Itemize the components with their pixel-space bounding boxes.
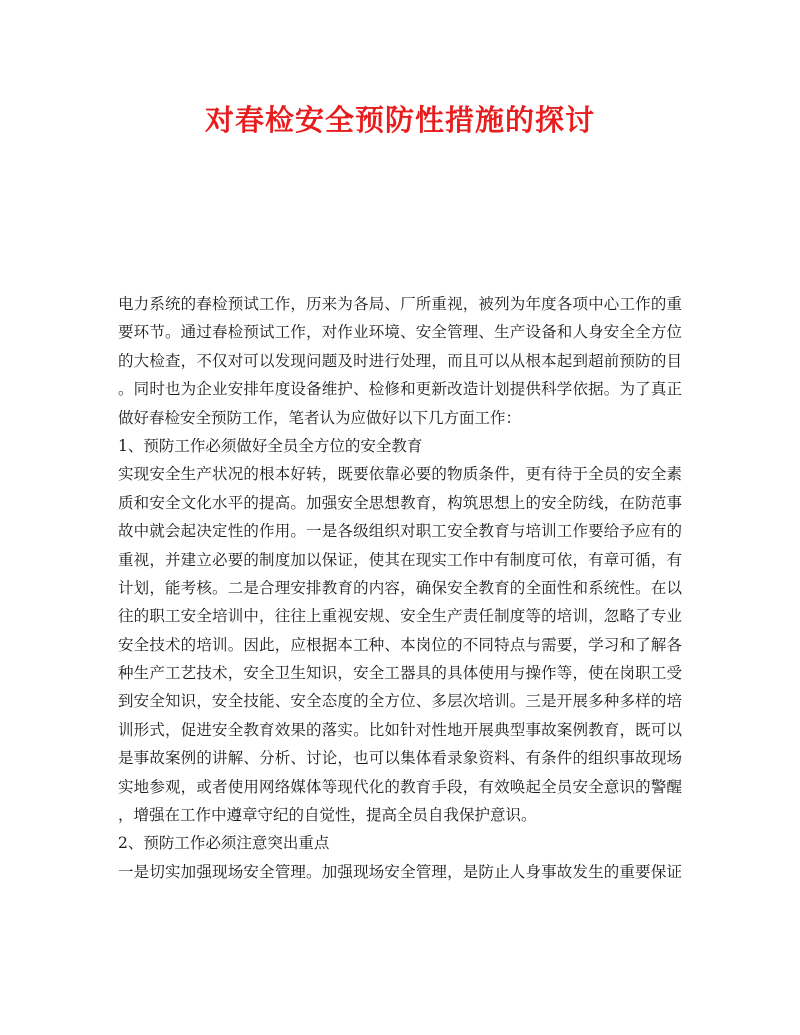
text-line: 做好春检安全预防工作，笔者认为应做好以下几方面工作： [118,408,522,427]
text-line: 种生产工艺技术，安全卫生知识，安全工器具的具体使用与操作等，使在岗职工受 [118,664,682,683]
text-line: 重视，并建立必要的制度加以保证，使其在现实工作中有制度可依，有章可循，有 [118,550,682,569]
text-line: 要环节。通过春检预试工作，对作业环境、安全管理、生产设备和人身安全全方位 [118,323,682,342]
text-line: 计划，能考核。二是合理安排教育的内容，确保安全教育的全面性和系统性。在以 [118,578,682,597]
text-line: 电力系统的春检预试工作，历来为各局、厂所重视，被列为年度各项中心工作的重 [118,295,682,313]
text-line: 是事故案例的讲解、分析、讨论，也可以集体看录象资料、有条件的组织事故现场 [118,749,682,768]
text-line: 安全技术的培训。因此，应根据本工种、本岗位的不同特点与需要，学习和了解各 [118,635,682,654]
document-body [118,290,682,886]
text-line: 质和安全文化水平的提高。加强安全思想教育，构筑思想上的安全防线，在防范事 [118,493,682,512]
text-line: 实现安全生产状况的根本好转，既要依靠必要的物质条件，更有待于全员的安全素 [118,465,682,484]
text-line: 往的职工安全培训中，往往上重视安规、安全生产责任制度等的培训，忽略了专业 [118,607,682,626]
text-line: ，增强在工作中遵章守纪的自觉性，提高全员自我保护意识。 [118,806,537,825]
text-line: 到安全知识，安全技能、安全态度的全方位、多层次培训。三是开展多种多样的培 [118,692,682,711]
text-line: 2、预防工作必须注意突出重点 [118,834,330,853]
text-line: 1、预防工作必须做好全员全方位的安全教育 [118,436,423,455]
text-line: 训形式，促进安全教育效果的落实。比如针对性地开展典型事故案例教育，既可以 [118,720,682,739]
text-line: 故中就会起决定性的作用。一是各级组织对职工安全教育与培训工作要给予应有的 [118,522,682,541]
page-title: 对春检安全预防性措施的探讨 [204,103,595,137]
text-line: 一是切实加强现场安全管理。加强现场安全管理，是防止人身事故发生的重要保证 [118,862,682,881]
text-line: 实地参观，或者使用网络媒体等现代化的教育手段，有效唤起全员安全意识的警醒 [118,777,682,796]
text-line: 。同时也为企业安排年度设备维护、检修和更新改造计划提供科学依据。为了真正 [118,380,682,399]
text-line: 的大检查，不仅对可以发现问题及时进行处理，而且可以从根本起到超前预防的目 [118,351,682,370]
